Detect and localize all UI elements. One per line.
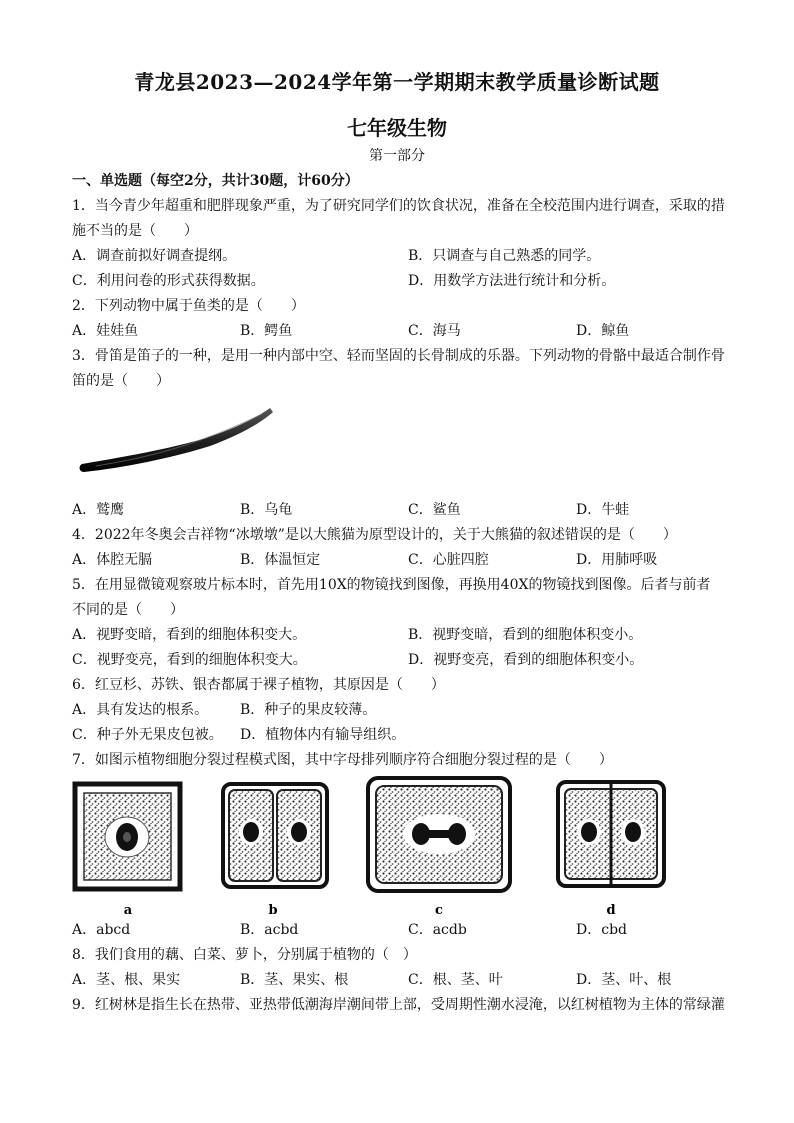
q5-option-a[interactable]: A．视野变暗，看到的细胞体积变大。 [72,627,307,643]
q3-option-c[interactable]: C．鲨鱼 [408,502,461,518]
q6-option-b[interactable]: B．种子的果皮较薄。 [240,702,377,718]
bone-flute-image [76,400,276,480]
q6-option-a[interactable]: A．具有发达的根系。 [72,702,209,718]
q5-text-cont: 不同的是（ ） [72,602,184,618]
cell-d [558,782,664,886]
q8-option-b[interactable]: B．茎、果实、根 [240,972,349,988]
q2-option-b[interactable]: B．鳄鱼 [240,323,293,339]
q3-option-d[interactable]: D．牛蛙 [576,502,630,518]
exam-title: 青龙县2023—2024学年第一学期期末教学质量诊断试题 [134,70,660,94]
q8-option-d[interactable]: D．茎、叶、根 [576,972,672,988]
q2-text: 2．下列动物中属于鱼类的是（ ） [72,298,305,314]
q5-option-d[interactable]: D．视野变亮，看到的细胞体积变小。 [408,652,644,668]
q5-option-b[interactable]: B．视野变暗，看到的细胞体积变小。 [408,627,643,643]
label-a: a [123,903,133,918]
q3-text-cont: 笛的是（ ） [72,373,170,389]
label-c: c [435,903,443,918]
q4-option-b[interactable]: B．体温恒定 [240,552,321,568]
cell-b [223,784,327,887]
q2-option-c[interactable]: C．海马 [408,323,461,339]
q7-option-c[interactable]: C．acdb [408,922,467,938]
q8-text: 8．我们食用的藕、白菜、萝卜，分别属于植物的（ ） [72,947,417,963]
q6-option-d[interactable]: D．植物体内有输导组织。 [240,727,406,743]
exam-subtitle: 七年级生物 [347,116,447,140]
q3-option-a[interactable]: A．鹫鹰 [72,502,125,518]
part-label: 第一部分 [369,148,425,164]
label-d: d [606,903,616,918]
cell-c [368,778,510,891]
q4-option-a[interactable]: A．体腔无膈 [72,552,153,568]
q2-option-d[interactable]: D．鲸鱼 [576,323,630,339]
q3-option-b[interactable]: B．乌龟 [240,502,293,518]
cell-a [75,784,180,889]
q7-option-b[interactable]: B．acbd [240,922,299,938]
q5-option-c[interactable]: C．视野变亮，看到的细胞体积变大。 [72,652,307,668]
cell-division-figure [70,776,670,921]
q1-text: 1．当今青少年超重和肥胖现象严重，为了研究同学们的饮食状况，准备在全校范围内进行调查，采取的措 [72,198,725,214]
q6-text: 6．红豆杉、苏铁、银杏都属于裸子植物，其原因是（ ） [72,677,445,693]
label-b: b [268,903,278,918]
q8-option-c[interactable]: C．根、茎、叶 [408,972,503,988]
q5-text: 5．在用显微镜观察玻片标本时，首先用10X的物镜找到图像，再换用40X的物镜找到图像。后者与前者 [72,577,711,593]
section-heading: 一、单选题（每空2分，共计30题，计60分） [72,173,359,189]
q9-text: 9．红树林是指生长在热带、亚热带低潮海岸潮间带上部，受周期性潮水浸淹，以红树植物为主体的常绿灌 [72,997,725,1013]
q1-text-cont: 施不当的是（ ） [72,223,198,239]
q1-option-b[interactable]: B．只调查与自己熟悉的同学。 [408,248,601,264]
q7-text: 7．如图示植物细胞分裂过程模式图，其中字母排列顺序符合细胞分裂过程的是（ ） [72,752,613,768]
q3-text: 3．骨笛是笛子的一种，是用一种内部中空、轻而坚固的长骨制成的乐器。下列动物的骨骼中最适合制作骨 [72,348,725,364]
q7-option-d[interactable]: D．cbd [576,922,627,938]
q4-text: 4．2022年冬奥会吉祥物“冰墩墩”是以大熊猫为原型设计的，关于大熊猫的叙述错误的是（ ） [72,527,677,543]
q6-option-c[interactable]: C．种子外无果皮包被。 [72,727,223,743]
q7-option-a[interactable]: A．abcd [72,922,131,938]
q4-option-d[interactable]: D．用肺呼吸 [576,552,658,568]
q4-option-c[interactable]: C．心脏四腔 [408,552,489,568]
q1-option-a[interactable]: A．调查前拟好调查提纲。 [72,248,237,264]
q1-option-c[interactable]: C．利用问卷的形式获得数据。 [72,273,265,289]
q2-option-a[interactable]: A．娃娃鱼 [72,323,139,339]
q1-option-d[interactable]: D．用数学方法进行统计和分析。 [408,273,616,289]
q8-option-a[interactable]: A．茎、根、果实 [72,972,181,988]
